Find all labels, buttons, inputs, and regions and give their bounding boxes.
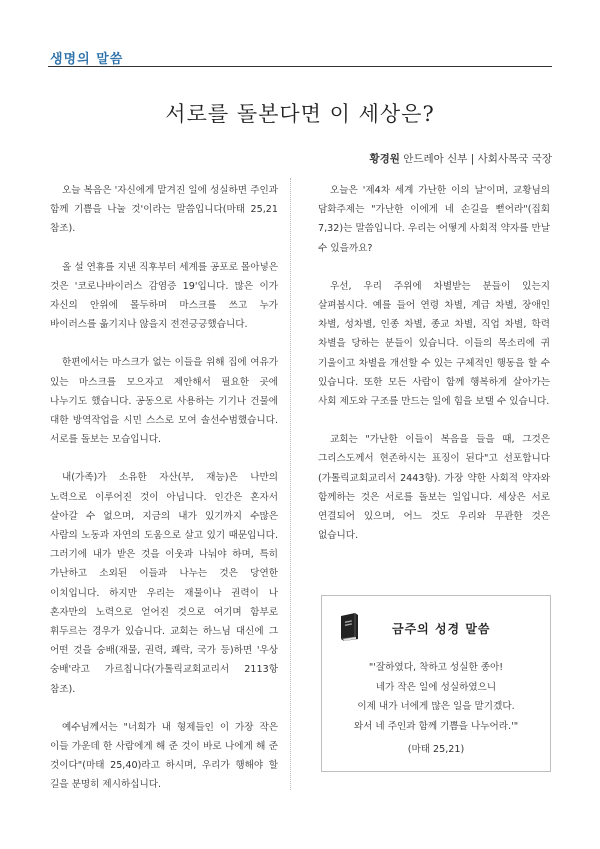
article-title: 서로를 돌본다면 이 세상은? (165, 102, 435, 126)
paragraph: 우선, 우리 주위에 차별받는 분들이 있는지 살펴봅시다. 예를 들어 연령 차별, 계급 차별, 장애인 차별, 성차별, 인종 차별, 종교 차별, 직업 차별, 학력 차별을 당하는 분들이 있습니다. 이들의 목소리에 귀 기울이고 차별을 개선할 수 있는 구체적인 행동을 할 수 있습니다. 또한 모든 사람이 함께 행복하게 살아가는 사회 제도와 구조를 만드는 일에 힘을 보탤 수 있습니다. (318, 280, 550, 408)
weekly-verse-box (321, 595, 551, 772)
byline (369, 151, 552, 166)
paragraph: 한편에서는 마스크가 없는 이들을 위해 집에 여유가 있는 마스크를 모으자고 제안해서 필요한 곳에 나누기도 했습니다. 공동으로 사용하는 기기나 건물에 대한 방역작업을 시민 스스로 모여 솔선수범했습니다. 서로를 돌보는 모습입니다. (50, 357, 278, 446)
verse-line: 이제 내가 너에게 많은 일을 맡기겠다. (357, 701, 515, 713)
verse-reference: (마태 25,21) (407, 744, 465, 755)
weekly-verse-title: 금주의 성경 말씀 (392, 622, 491, 636)
verse-line: 네가 작은 일에 성실하였으니 (375, 681, 497, 693)
column-divider (290, 178, 291, 790)
paragraph: 예수님께서는 "너희가 내 형제들인 이 가장 작은 이들 가운데 한 사람에게 해 준 것이 바로 나에게 해 준 것이다"(마태 25,40)라고 하시며, 우리가 행해야 할 길을 분명히 제시하십니다. (50, 721, 278, 791)
author-detail: 안드레아 신부 | 사회사목국 국장 (399, 153, 552, 165)
right-column (318, 181, 550, 564)
bible-book-icon (338, 612, 360, 642)
paragraph: 올 설 연휴를 지낸 직후부터 세계를 공포로 몰아넣은 것은 '코로나바이러스 감염증 19'입니다. 많은 이가 자신의 안위에 몰두하며 마스크를 쓰고 누가 바이러스를 옮기지나 않을지 전전긍긍했습니다. (50, 261, 278, 331)
verse-line: 와서 네 주인과 함께 기쁨을 나누어라.'" (353, 720, 519, 732)
verse-text (322, 658, 550, 736)
section-label: 생명의 말씀 (50, 52, 124, 67)
paragraph: 오늘은 '제4차 세계 가난한 이의 날'이며, 교황님의 담화주제는 "가난한 이에게 네 손길을 뻗어라"(집회 7,32)는 말씀입니다. 우리는 어떻게 사회적 약자를 만날 수 있을까요? (318, 185, 550, 254)
author-name: 황경원 (369, 153, 400, 165)
paragraph: 교회는 "가난한 이들이 복음을 들을 때, 그것은 그리스도께서 현존하시는 표징이 된다"고 선포합니다(가톨릭교회교리서 2443항). 가장 약한 사회적 약자와 함께하는 것은 서로를 돌보는 일입니다. 세상은 서로 연결되어 있으며, 어느 것도 우리와 무관한 것은 없습니다. (318, 434, 550, 542)
header-divider (48, 66, 552, 67)
paragraph: 오늘 복음은 '자신에게 맡겨진 일에 성실하면 주인과 함께 기쁨을 나눌 것'이라는 말씀입니다(마태 25,21 참조). (50, 185, 278, 235)
paragraph: 내(가족)가 소유한 자산(부, 재능)은 나만의 노력으로 이루어진 것이 아닙니다. 인간은 혼자서 살아갈 수 없으며, 지금의 내가 있기까지 수많은 사람의 노동과 자연의 도움으로 살고 있기 때문입니다. 그러기에 내가 받은 것을 이웃과 나눠야 하며, 특히 가난하고 소외된 이들과 나누는 것은 당연한 이치입니다. 하지만 우리는 재물이나 권력이 나 혼자만의 노력으로 얻어진 것으로 여기며 함부로 휘두르는 경우가 있습니다. 교회는 하느님 대신에 그 어떤 것을 숭배(재물, 권력, 쾌락, 국가 등)하면 '우상 숭배'라고 가르칩니다(가톨릭교회교리서 2113항 참조). (50, 472, 278, 695)
left-column (50, 181, 278, 814)
verse-line: "'잘하였다, 착하고 성실한 종아! (368, 662, 504, 673)
